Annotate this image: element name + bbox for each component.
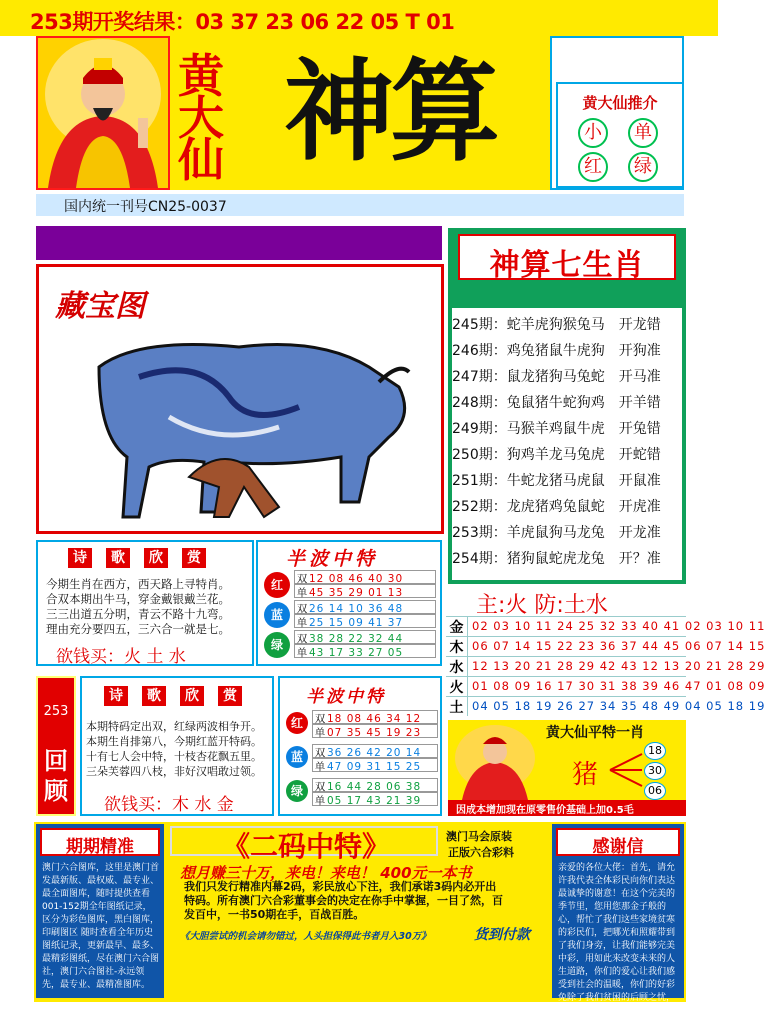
zodiac-header bbox=[458, 234, 676, 283]
special-number: 18 bbox=[644, 742, 666, 760]
purple-divider bbox=[36, 226, 442, 260]
zodiac-row: 253期：羊虎鼠狗马龙兔 开龙准 bbox=[452, 525, 661, 541]
wave-color-badge: 蓝 bbox=[264, 602, 290, 628]
element-row-wood bbox=[446, 636, 765, 656]
poem-line: 本期特码定出双，红绿两波相争开。 bbox=[86, 720, 262, 733]
wave-color-badge: 红 bbox=[286, 712, 308, 734]
wave-odd-cell bbox=[312, 724, 438, 738]
poem-line: 三三出道五分明，青云不路十九弯。 bbox=[46, 607, 230, 621]
element-key: 木 bbox=[446, 637, 468, 656]
element-values: 12 13 20 21 28 29 42 43 12 13 20 21 28 29 bbox=[472, 659, 765, 673]
recommend-red: 红 bbox=[578, 152, 608, 182]
poem-box-1 bbox=[36, 540, 254, 666]
zodiac-row: 248期：兔鼠猪牛蛇狗鸡 开羊错 bbox=[452, 395, 661, 411]
retro-char: 顾 bbox=[44, 777, 68, 805]
wave-title: 半波中特 bbox=[306, 687, 386, 707]
zodiac-row: 249期：马猴羊鸡鼠牛虎 开兔错 bbox=[452, 421, 661, 437]
odd-label: 单 bbox=[296, 647, 308, 659]
poem-line: 今期生肖在西方，西天路上寻特肖。 bbox=[46, 577, 230, 591]
right-ad-text: 亲爱的各位大佬：首先，请允许我代表全体彩民向你们表达最诚挚的谢意！在这个完美的季节里，您用您那金子般的心，帮忙了我们这些家境贫寒的彩民们，把哪光和照耀带到了我们身旁，让我们能够完美中彩，用如此来改变未来的人生道路，你们的爱心让我们感受到社会的温暖，你们的好彩免除了我们贫困的后顾之忧，让我们渴望新生活的心信更加 bbox=[558, 863, 676, 1016]
wave-color-badge: 红 bbox=[264, 572, 290, 598]
ox-illustration bbox=[79, 327, 419, 527]
wave-title: 半波中特 bbox=[286, 548, 379, 570]
zodiac-row: 246期：鸡兔猪鼠牛虎狗 开狗准 bbox=[452, 343, 661, 359]
wave-odd-nums: 05 17 43 21 39 bbox=[327, 795, 422, 807]
half-wave-box-2 bbox=[278, 676, 442, 816]
recommend-title: 黄大仙推介 bbox=[582, 94, 658, 112]
element-values: 02 03 10 11 24 25 32 33 40 41 02 03 10 11 bbox=[472, 619, 765, 633]
wave-color-badge: 蓝 bbox=[286, 746, 308, 768]
odd-label: 单 bbox=[314, 761, 326, 773]
wave-color-badge: 绿 bbox=[286, 780, 308, 802]
zodiac-row: 251期：牛蛇龙猪马虎鼠 开鼠准 bbox=[452, 473, 661, 489]
even-label: 双 bbox=[314, 713, 326, 725]
center-ad-side-2: 正版六合彩料 bbox=[448, 846, 514, 859]
center-ad-title-box bbox=[170, 826, 438, 863]
right-ad-title: 感谢信 bbox=[592, 837, 644, 857]
odd-label: 单 bbox=[296, 617, 308, 629]
center-ad-subtitle: 想月赚三十万，来电！来电！ 400元一本书 bbox=[180, 864, 472, 882]
element-row-water bbox=[446, 656, 765, 676]
element-key: 火 bbox=[446, 677, 468, 696]
brand-char-2: 大 bbox=[178, 91, 224, 145]
poem-heading bbox=[104, 686, 256, 706]
poem-head-char: 赏 bbox=[218, 686, 242, 706]
zodiac-row: 247期：鼠龙猪狗马兔蛇 开马准 bbox=[452, 369, 661, 385]
deity-illustration bbox=[38, 38, 168, 188]
poem-head-char: 歌 bbox=[142, 686, 166, 706]
wave-even-cell bbox=[294, 630, 436, 644]
treasure-map bbox=[36, 264, 444, 534]
bottom-advert bbox=[34, 822, 686, 1016]
issue-bar bbox=[36, 194, 684, 216]
element-key: 土 bbox=[446, 697, 468, 716]
zodiac-title: 神算七生肖 bbox=[489, 248, 645, 283]
special-zodiac-title: 黄大仙平特一肖 bbox=[546, 725, 644, 741]
issue-number: 国内统一刊号CN25-0037 bbox=[64, 199, 227, 215]
poem-box-2 bbox=[80, 676, 274, 816]
brand-char-3: 仙 bbox=[178, 133, 224, 187]
wave-even-nums: 16 44 28 06 38 bbox=[327, 781, 422, 793]
zodiac-panel bbox=[448, 228, 686, 584]
price-notice: 因成本增加现在原零售价基础上加0.5毛 bbox=[456, 805, 634, 816]
price-notice-bar bbox=[448, 800, 686, 816]
wave-even-cell bbox=[294, 570, 436, 584]
wave-odd-cell bbox=[312, 792, 438, 806]
poem-head-char: 歌 bbox=[106, 548, 130, 568]
poem-line: 理由充分要四五，三六合一就是七。 bbox=[46, 622, 230, 636]
special-number: 30 bbox=[644, 762, 666, 780]
element-values: 04 05 18 19 26 27 34 35 48 49 04 05 18 19 bbox=[472, 699, 765, 713]
special-zodiac-animal: 猪 bbox=[572, 760, 599, 790]
zodiac-row: 245期：蛇羊虎狗猴兔马 开龙错 bbox=[452, 317, 661, 333]
poem-line: 十有七人会中特，十枝杏花飘五里。 bbox=[86, 750, 262, 763]
wave-even-nums: 26 14 10 36 48 bbox=[309, 603, 404, 615]
wave-odd-cell bbox=[294, 584, 436, 598]
odd-label: 单 bbox=[314, 727, 326, 739]
left-ad-header bbox=[40, 828, 160, 856]
half-wave-box-1 bbox=[256, 540, 442, 666]
poem-line: 合双本期出牛马，穿金戴银戴兰花。 bbox=[46, 592, 230, 606]
poem-head-char: 诗 bbox=[104, 686, 128, 706]
element-key: 金 bbox=[446, 617, 468, 636]
poem-head-char: 赏 bbox=[182, 548, 206, 568]
deity-image bbox=[38, 38, 168, 188]
wave-even-nums: 36 26 42 20 14 bbox=[327, 747, 422, 759]
right-ad-header bbox=[556, 828, 680, 856]
retro-word bbox=[38, 746, 74, 806]
recommend-odd: 单 bbox=[628, 118, 658, 148]
arrow-lines-icon bbox=[608, 750, 644, 790]
retro-char: 回 bbox=[44, 747, 68, 775]
recommend-box bbox=[556, 82, 684, 188]
left-ad-text: 澳门六合图库，这里是澳门首发最新版、最权威、最专业、最全面图库，随时提供查看001-152期全年图纸记录，区分为彩色图库，黑白图库，印刷图区 随时查看全年历史图纸记录，更新最早、最多、最精彩图纸，尽在澳门六合图社，澳门六合图社-永远领先，最专业、最精准图库。 bbox=[42, 863, 160, 990]
poem-line: 三朵芙蓉四八枝，非好汉唱敢过领。 bbox=[86, 765, 262, 778]
center-ad-body: 我们只发行精准内幕2码，彩民放心下注，我们承诺3码内必开出特码。所有澳门六合彩董事会的决定在你手中掌握，一目了然，百发百中，一书50期在手，百战百胜。 bbox=[184, 880, 503, 921]
wave-even-cell bbox=[312, 710, 438, 724]
special-number: 06 bbox=[644, 782, 666, 800]
retro-badge bbox=[36, 676, 76, 816]
zodiac-list bbox=[452, 308, 682, 580]
draw-result-text: 253期开奖结果：03 37 23 06 22 05 T 01 bbox=[30, 10, 455, 34]
even-label: 双 bbox=[296, 633, 308, 645]
even-label: 双 bbox=[296, 603, 308, 615]
wave-even-nums: 38 28 22 32 44 bbox=[309, 633, 404, 645]
odd-label: 单 bbox=[296, 587, 308, 599]
five-elements-table bbox=[446, 586, 765, 716]
right-ad-panel bbox=[552, 824, 684, 1016]
left-ad-title: 期期精准 bbox=[66, 837, 134, 857]
element-values: 06 07 14 15 22 23 36 37 44 45 06 07 14 15 bbox=[472, 639, 765, 653]
result-bar bbox=[0, 0, 718, 36]
wave-odd-nums: 47 09 31 15 25 bbox=[327, 761, 422, 773]
wave-odd-nums: 45 35 29 01 13 bbox=[309, 587, 404, 599]
zodiac-row: 252期：龙虎猪鸡兔鼠蛇 开虎准 bbox=[452, 499, 661, 515]
even-label: 双 bbox=[296, 573, 308, 585]
center-ad-payment: 货到付款 bbox=[474, 927, 530, 943]
center-ad-footnote: 《大胆尝试的机会请勿错过，人头担保得此书者月入30万》 bbox=[180, 931, 431, 942]
main-title: 神算 bbox=[284, 48, 496, 176]
wave-color-badge: 绿 bbox=[264, 632, 290, 658]
buy-hint: 欲钱买：火 土 水 bbox=[56, 647, 186, 667]
wave-even-cell bbox=[312, 744, 438, 758]
odd-label: 单 bbox=[314, 795, 326, 807]
wave-odd-cell bbox=[294, 644, 436, 658]
wave-even-cell bbox=[312, 778, 438, 792]
even-label: 双 bbox=[314, 747, 326, 759]
element-row-fire bbox=[446, 676, 765, 696]
recommend-small: 小 bbox=[578, 118, 608, 148]
brand-char-1: 黄 bbox=[178, 49, 224, 103]
wave-odd-cell bbox=[312, 758, 438, 772]
zodiac-row: 250期：狗鸡羊龙马兔虎 开蛇错 bbox=[452, 447, 661, 463]
poem-head-char: 欣 bbox=[144, 548, 168, 568]
elements-title: 主:火 防:土水 bbox=[476, 593, 608, 618]
wave-odd-cell bbox=[294, 614, 436, 628]
element-row-metal bbox=[446, 616, 765, 636]
treasure-title: 藏宝图 bbox=[55, 289, 145, 324]
recommend-green: 绿 bbox=[628, 152, 658, 182]
deity-mini-illustration bbox=[452, 724, 538, 800]
even-label: 双 bbox=[314, 781, 326, 793]
wave-odd-nums: 07 35 45 19 23 bbox=[327, 727, 422, 739]
element-row-earth bbox=[446, 696, 765, 716]
wave-odd-nums: 43 17 33 27 05 bbox=[309, 647, 404, 659]
buy-hint: 欲钱买：木 水 金 bbox=[104, 795, 234, 815]
poem-head-char: 欣 bbox=[180, 686, 204, 706]
left-ad-panel bbox=[36, 824, 164, 998]
poem-heading bbox=[68, 548, 220, 568]
wave-even-nums: 12 08 46 40 30 bbox=[309, 573, 404, 585]
center-ad-side-1: 澳门马会原装 bbox=[446, 830, 512, 843]
wave-even-cell bbox=[294, 600, 436, 614]
poem-head-char: 诗 bbox=[68, 548, 92, 568]
element-values: 01 08 09 16 17 30 31 38 39 46 47 01 08 09 bbox=[472, 679, 765, 693]
element-key: 水 bbox=[446, 657, 468, 676]
retro-issue: 253 bbox=[43, 704, 69, 719]
zodiac-row: 254期：猪狗鼠蛇虎龙兔 开？准 bbox=[452, 551, 661, 567]
center-ad-title: 《二码中特》 bbox=[221, 830, 390, 863]
wave-odd-nums: 25 15 09 41 37 bbox=[309, 617, 404, 629]
poem-line: 本期生肖排第八，今期红蓝开特码。 bbox=[86, 735, 262, 748]
wave-even-nums: 18 08 46 34 12 bbox=[327, 713, 422, 725]
